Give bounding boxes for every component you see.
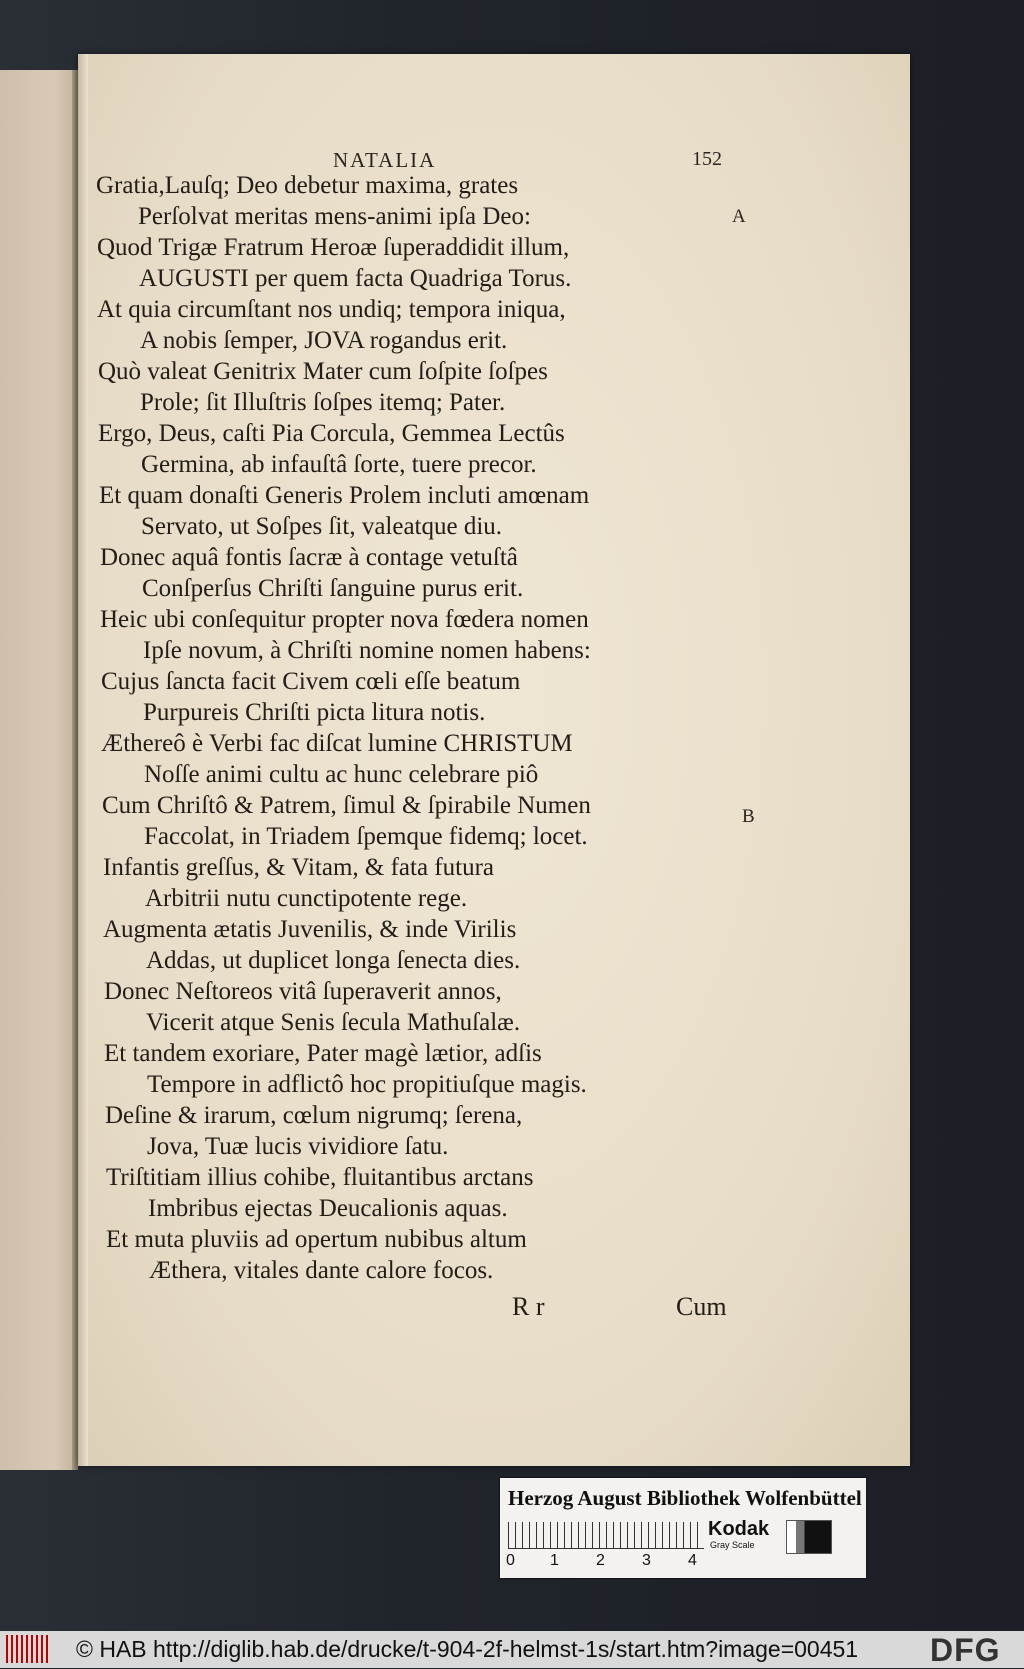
verse-line: Donec Neſtoreos vitâ ſuperaverit annos, [104, 978, 502, 1005]
verse-line: Et tandem exoriare, Pater magè lætior, adſis [104, 1040, 542, 1067]
book-page [78, 54, 910, 1466]
verse-line: Gratia,Lauſq; Deo debetur maxima, grates [96, 172, 519, 199]
verse-line: Deſine & irarum, cœlum nigrumq; ſerena, [105, 1102, 523, 1129]
verse-line: Infantis greſſus, & Vitam, & fata futura [103, 854, 494, 881]
ruler-number: 2 [596, 1552, 605, 1569]
verse-line: Quò valeat Genitrix Mater cum ſoſpite ſoſpes [98, 358, 548, 385]
page-gutter-shadow [78, 54, 88, 1466]
verse-line: Perſolvat meritas mens-animi ipſa Deo: [138, 203, 531, 230]
verse-line: Conſperſus Chriſti ſanguine purus erit. [142, 575, 524, 602]
verse-line: Vicerit atque Senis ſecula Mathuſalæ. [146, 1009, 521, 1036]
verse-line: Et muta pluviis ad opertum nubibus altum [106, 1226, 527, 1253]
verse-line: Servato, ut Soſpes ſit, valeatque diu. [141, 513, 503, 540]
verse-line: Germina, ab infauſtâ ſorte, tuere precor. [141, 451, 537, 478]
verse-line: Noſſe animi cultu ac hunc celebrare piô [144, 761, 539, 788]
gray-scale-patch [786, 1520, 832, 1554]
verse-line: Et quam donaſti Generis Prolem incluti amœnam [99, 482, 590, 509]
verse-line: AUGUSTI per quem facta Quadriga Torus. [139, 265, 572, 292]
verse-line: Augmenta ætatis Juvenilis, & inde Virilis [103, 916, 517, 943]
scale-ruler [508, 1522, 704, 1549]
ruler-number: 4 [688, 1552, 697, 1569]
margin-letter-b: B [742, 806, 755, 827]
page-number: 152 [692, 148, 722, 170]
ruler-number: 0 [506, 1552, 515, 1569]
facing-page-edge [0, 70, 78, 1470]
verse-line: Arbitrii nutu cunctipotente rege. [145, 885, 468, 912]
verse-line: Cum Chriſtô & Patrem, ſimul & ſpirabile Numen [102, 792, 591, 819]
verse-line: Imbribus ejectas Deucalionis aquas. [148, 1195, 508, 1222]
verse-line: Purpureis Chriſti picta litura notis. [143, 699, 486, 726]
verse-line: Æthera, vitales dante calore focos. [149, 1257, 494, 1284]
kodak-logo: Kodak [708, 1518, 770, 1540]
verse-line: Tempore in adflictô hoc propitiuſque magis. [147, 1071, 587, 1098]
library-color-label [500, 1478, 866, 1578]
verse-line: Triſtitiam illius cohibe, fluitantibus arctans [106, 1164, 534, 1191]
catchword: Cum [676, 1292, 727, 1321]
ruler-number: 1 [550, 1552, 559, 1569]
barcode-icon [6, 1635, 48, 1663]
verse-line: Ergo, Deus, caſti Pia Corcula, Gemmea Lectûs [98, 420, 565, 447]
ruler-number: 3 [642, 1552, 651, 1569]
label-title: Herzog August Bibliothek Wolfenbüttel [508, 1486, 862, 1510]
verse-line: Ipſe novum, à Chriſti nomine nomen habens: [143, 637, 591, 664]
footer-bar [0, 1631, 1024, 1668]
source-link[interactable]: © HAB http://diglib.hab.de/drucke/t-904-2f-helmst-1s/start.htm?image=00451 [76, 1636, 859, 1662]
signature-mark: R r [512, 1292, 545, 1321]
verse-line: Heic ubi conſequitur propter nova fœdera nomen [100, 606, 589, 633]
verse-line: Quod Trigæ Fratrum Heroæ ſuperaddidit illum, [97, 234, 570, 261]
verse-line: Æthereô è Verbi fac diſcat lumine CHRISTUM [101, 730, 573, 757]
verse-line: A nobis ſemper, JOVA rogandus erit. [140, 327, 508, 354]
gray-scale-caption: Gray Scale [710, 1540, 755, 1550]
verse-line: Faccolat, in Triadem ſpemque fidemq; locet. [144, 823, 588, 850]
verse-line: Prole; ſit Illuſtris ſoſpes itemq; Pater. [140, 389, 506, 416]
verse-line: Donec aquâ fontis ſacræ à contage vetuſtâ [100, 544, 518, 571]
verse-line: Jova, Tuæ lucis vividiore ſatu. [147, 1133, 449, 1160]
running-head: NATALIA [333, 148, 437, 172]
verse-line: Cujus ſancta facit Civem cœli eſſe beatum [101, 668, 521, 695]
verse-line: Addas, ut duplicet longa ſenecta dies. [146, 947, 521, 974]
margin-letter-a: A [732, 206, 746, 227]
verse-line: At quia circumſtant nos undiq; tempora iniqua, [97, 296, 566, 323]
dfg-logo: DFG [930, 1632, 1001, 1668]
